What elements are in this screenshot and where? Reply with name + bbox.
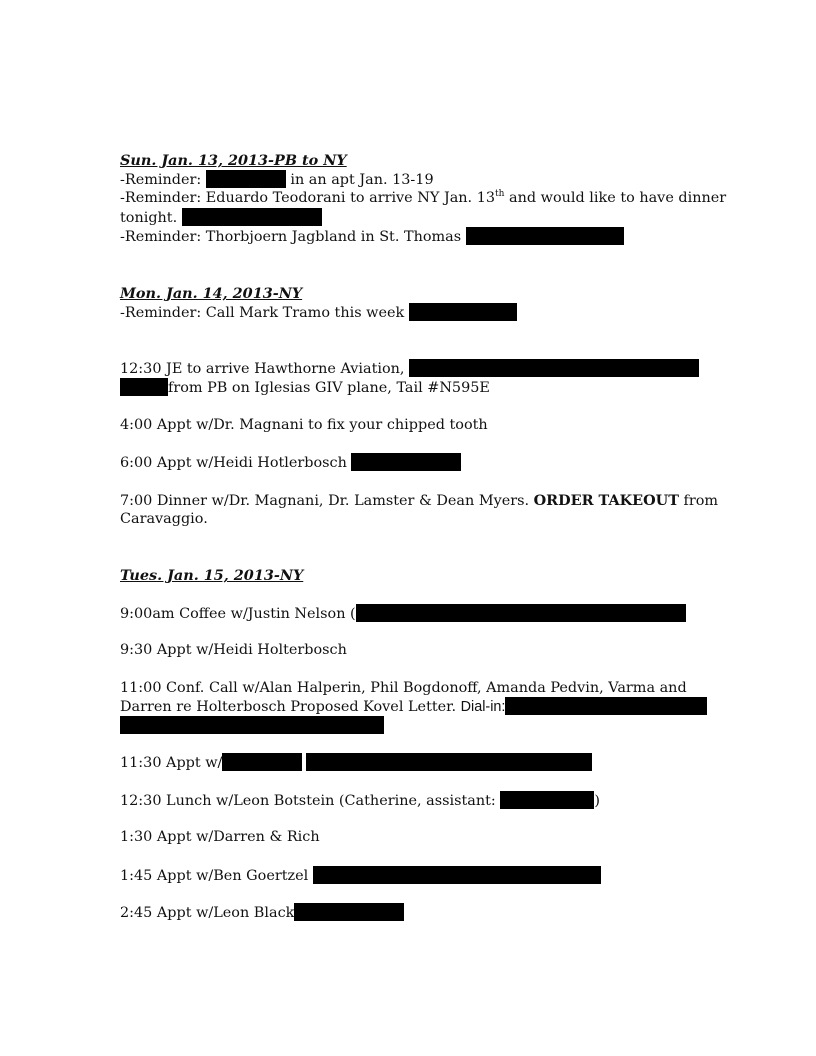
redaction-box (466, 227, 624, 245)
reminder-text: and would like to have dinner (504, 190, 727, 206)
event-text: 12:30 JE to arrive Hawthorne Aviation, (120, 361, 410, 377)
day-header-sun: Sun. Jan. 13, 2013-PB to NY (120, 152, 347, 169)
redaction-box (356, 604, 686, 622)
event-line (120, 716, 384, 736)
event-line (120, 491, 718, 511)
event-text: 7:00 Dinner w/Dr. Magnani, Dr. Lamster & Dean Myers. (120, 493, 534, 509)
event-text: 12:30 Lunch w/Leon Botstein (Catherine, assistant: (120, 793, 501, 809)
event-text: 6:00 Appt w/Heidi Hotlerbosch (120, 455, 352, 471)
day-header-tue: Tues. Jan. 15, 2013-NY (120, 567, 304, 584)
reminder-line (120, 170, 434, 190)
redaction-box (505, 697, 707, 715)
event-line (120, 791, 600, 811)
redaction-box (409, 359, 699, 377)
reminder-text: in an apt Jan. 13-19 (285, 172, 434, 188)
reminder-line (120, 303, 517, 323)
event-line: 1:30 Appt w/Darren & Rich (120, 829, 320, 845)
redaction-box (120, 378, 168, 396)
event-line (120, 866, 601, 886)
event-line (120, 604, 686, 624)
reminder-line (120, 208, 322, 228)
event-text: 1:45 Appt w/Ben Goertzel (120, 868, 313, 884)
event-line (120, 903, 404, 923)
emphasis-text: ORDER TAKEOUT (533, 492, 679, 509)
event-text: from (678, 493, 719, 509)
redaction-box (222, 753, 302, 771)
event-line: 9:30 Appt w/Heidi Holterbosch (120, 642, 347, 658)
superscript: th (495, 189, 505, 199)
event-line: 4:00 Appt w/Dr. Magnani to fix your chipped tooth (120, 417, 488, 433)
event-line (120, 378, 490, 398)
reminder-text: -Reminder: Call Mark Tramo this week (120, 305, 409, 321)
event-line (120, 359, 699, 379)
reminder-line (120, 189, 726, 208)
event-text: Darren re Holterbosch Proposed Kovel Letter. (120, 699, 461, 715)
event-line: 11:00 Conf. Call w/Alan Halperin, Phil Bogdonoff, Amanda Pedvin, Varma and (120, 680, 687, 696)
event-line (120, 697, 707, 717)
event-line (120, 753, 592, 773)
event-line: Caravaggio. (120, 511, 208, 527)
redaction-box (409, 303, 517, 321)
event-text: ) (594, 793, 600, 809)
day-header-mon: Mon. Jan. 14, 2013-NY (120, 285, 303, 302)
reminder-text: -Reminder: Eduardo Teodorani to arrive NY Jan. 13 (120, 190, 496, 206)
event-line (120, 453, 461, 473)
reminder-line (120, 227, 624, 247)
event-text: 2:45 Appt w/Leon Black (120, 905, 295, 921)
reminder-text: -Reminder: Thorbjoern Jagbland in St. Thomas (120, 229, 466, 245)
event-text: 9:00am Coffee w/Justin Nelson ( (120, 606, 356, 622)
redaction-box (306, 753, 592, 771)
redaction-box (313, 866, 601, 884)
event-text: 11:30 Appt w/ (120, 755, 223, 771)
reminder-text: -Reminder: (120, 172, 206, 188)
redaction-box (294, 903, 404, 921)
redaction-box (120, 716, 384, 734)
redaction-box (182, 208, 322, 226)
redaction-box (351, 453, 461, 471)
reminder-text: tonight. (120, 210, 182, 226)
dial-in-label: Dial-in: (460, 699, 506, 715)
redaction-box (206, 170, 286, 188)
event-text: from PB on Iglesias GIV plane, Tail #N595E (168, 380, 490, 396)
redaction-box (500, 791, 594, 809)
